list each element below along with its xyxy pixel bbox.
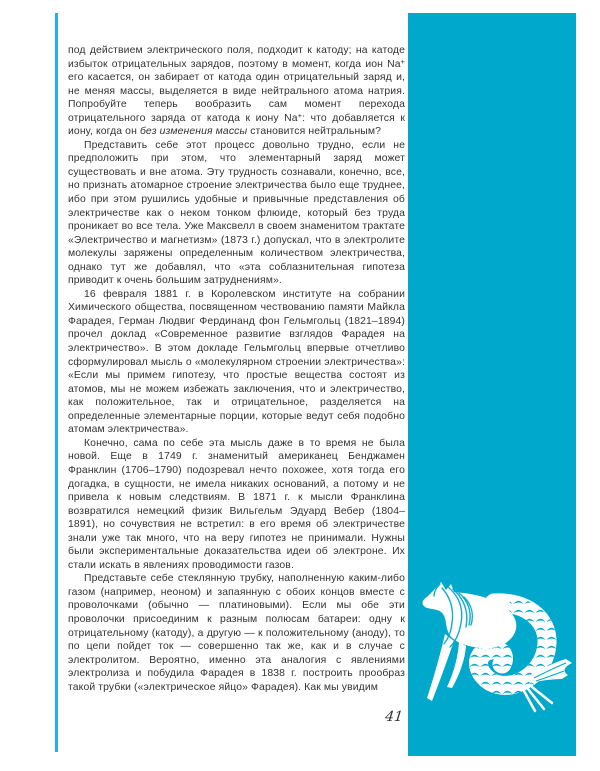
body-text: 16 февраля 1881 г. в Королевском институте на собрании Химического общества, посвященном чествованию памяти Майкла Фарадея, Герман Людвиг Фердинанд фон Гельмгольц (1821–1894) прочел доклад «Современное развитие взглядов Фарадея на электричество». В этом докладе Гельмгольц впервые отчетливо сформулировал мысль о «молекулярном строении электричества»: «Если мы примем гипотезу, что простые вещества состоят из атомов, мы не можем избежать заключения, что и электричество, как положительное, так и отрицательное, разделяется на определенные элементарные порции, которые ведут себя подобно атомам электричества». — [68, 288, 405, 436]
body-text: его касается, он забирает от катода один отрицательный заряд и, не меняя массы, выделяется в виде нейтрального атома натрия. Попробуйте теперь вообразить сам момент перехода отрицательного заряда от катода к иону Na — [68, 72, 405, 124]
paragraph — [68, 139, 405, 288]
paragraph — [68, 437, 405, 572]
body-text: Представьте себе стеклянную трубку, наполненную каким-либо газом (например, неоном) и запаянную с обоих концов вместе с проволочками (обычно — платиновыми). Если мы обе эти проволочки присоединим к разным полюсам батареи: одну к отрицательному (катоду), а другую — к положительному (аноду), то по цепи пойдет ток — совершенно так же, как и в случае с электролитом. Вероятно, именно эта аналогия с явлениями электролиза и побудила Фарадея в 1838 г. построить прообраз такой трубки («электрическое яйцо» Фарадея). Как мы увидим — [68, 573, 405, 693]
body-text: Конечно, сама по себе эта мысль даже в то время не была новой. Еще в 1749 г. знаменитый американец Бенджамен Франклин (1706–1790) подозревал нечто похожее, хотя тогда его догадка, в сущности, не имела никаких оснований, а потому и не привела к новым следствиям. В 1871 г. к мысли Франклина возвратился немецкий физик Вильгельм Эдуард Вебер (1804–1891), но сочувствия не встретил: в его время об электричестве знали уже так много, что на веру гипотез не принимали. Нужны были экспериментальные доказательства идеи об электроне. Их стали искать в явлениях проводимости газов. — [68, 437, 405, 571]
body-text: становится нейтральным? — [247, 126, 382, 138]
front-leg — [427, 634, 454, 701]
left-accent-rule — [55, 13, 58, 752]
lower-fin — [524, 687, 552, 711]
page-number: 41 — [384, 709, 404, 725]
paragraph — [68, 572, 405, 694]
paragraph — [68, 288, 405, 437]
text-column — [68, 44, 405, 694]
emphasized-text: без изменения массы — [139, 126, 248, 138]
superscript: + — [297, 111, 303, 121]
hippocampus-horse-illustration — [414, 579, 576, 719]
paragraph — [68, 44, 405, 139]
body-text: под действием электрического поля, подходит к катоду; на катоде избыток отрицательных зарядов, поэтому в момент, когда ион Na — [68, 45, 405, 70]
teal-side-panel — [408, 13, 576, 756]
body-text: : что добавляется к иону, когда он — [68, 112, 405, 138]
superscript: + — [400, 57, 405, 66]
body-text: Представить себе этот процесс довольно трудно, если не предположить при этом, что элементарный заряд может существовать и вне атома. Эту трудность сознавали, конечно, все, но признать атомарное строение электричества было еще труднее, ибо при этом рушились удобные и привычные представления об электричестве как о неком тонком флюиде, который без труда проникает во все тела. Уже Максвелл в своем знаменитом трактате «Электричество и магнетизм» (1873 г.) допускал, что в электролите молекулы заряжены определенным количеством электричества, однако тут же добавлял, что «эта соблазнительная гипотеза приводит к очень большим затруднениям». — [68, 139, 405, 287]
